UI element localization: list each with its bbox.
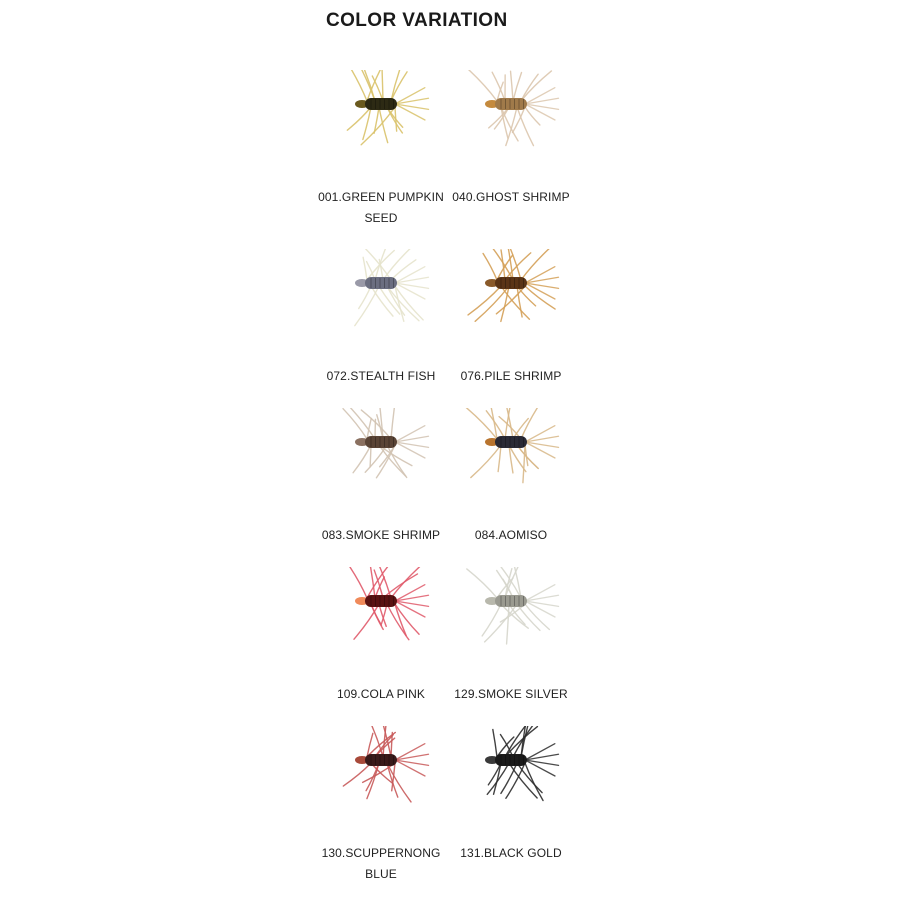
section-title: COLOR VARIATION <box>326 10 508 31</box>
color-label: 129.SMOKE SILVER <box>454 687 568 701</box>
color-label: 131.BLACK GOLD <box>460 846 562 860</box>
color-label: 130.SCUPPERNONG BLUE <box>321 846 441 881</box>
lure-image <box>446 408 576 488</box>
color-label: 109.COLA PINK <box>336 687 425 701</box>
lure-body <box>495 754 527 766</box>
lure-body <box>495 595 527 607</box>
lure-image <box>316 249 446 329</box>
color-label: 040.GHOST SHRIMP <box>452 190 570 204</box>
lure-body <box>495 436 527 448</box>
lure-image <box>446 249 576 329</box>
lure-body <box>495 98 527 110</box>
lure-image <box>316 70 446 150</box>
color-label: 083.SMOKE SHRIMP <box>321 528 441 542</box>
lure-image <box>446 726 576 806</box>
lure-body <box>365 436 397 448</box>
color-label: 072.STEALTH FISH <box>326 369 436 383</box>
lure-body <box>495 277 527 289</box>
lure-image <box>446 70 576 150</box>
lure-body <box>365 595 397 607</box>
lure-image <box>446 567 576 647</box>
lure-image <box>316 726 446 806</box>
color-label: 076.PILE SHRIMP <box>460 369 562 383</box>
lure-image <box>316 408 446 488</box>
lure-body <box>365 754 397 766</box>
lure-body <box>365 277 397 289</box>
color-label: 001.GREEN PUMPKIN SEED <box>318 190 444 225</box>
lure-body <box>365 98 397 110</box>
lure-image <box>316 567 446 647</box>
color-label: 084.AOMISO <box>474 528 548 542</box>
